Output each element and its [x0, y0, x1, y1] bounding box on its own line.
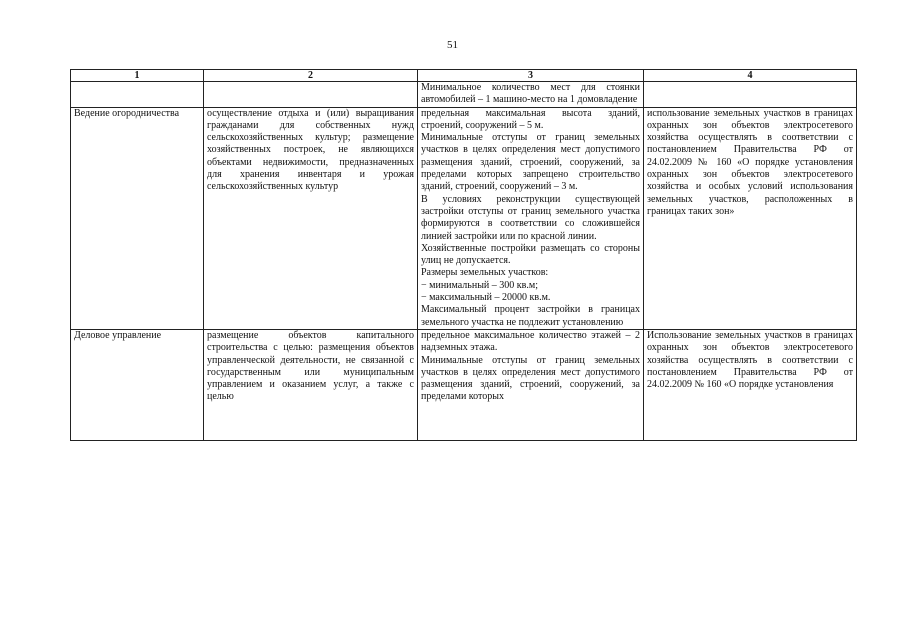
- restrictions-text: Использование земельных участков в границах охранных зон объектов электросетевого хозяйства осуществлять в соответствии с постановлением Правительства РФ от 24.02.2009 № 160 «О порядке установления: [647, 329, 853, 391]
- plot-size-min: − минимальный – 300 кв.м;: [421, 279, 538, 291]
- header-col-4: 4: [644, 70, 857, 82]
- land-use-description-cell: осуществление отдыха и (или) выращивания гражданами для собственных нужд сельскохозяйственных культур; размещение хозяйственных построек, не являющихся объектами недвижимости, предназначенных для хранения инвентаря и урожая сельскохозяйственных культур: [204, 107, 418, 329]
- header-col-3: 3: [418, 70, 644, 82]
- parameters-block: [421, 330, 640, 440]
- cell-empty: [644, 82, 857, 108]
- land-use-type-cell: Ведение огородничества: [71, 107, 204, 329]
- restrictions-cell: использование земельных участков в границах охранных зон объектов электросетевого хозяйства осуществлять в соответствии с постановлением Правительства РФ от 24.02.2009 № 160 «О порядке установления охранных зон объектов электросетевого хозяйства и особых условий использования земельных участков, расположенных в границах таких зон»: [644, 107, 857, 329]
- parking-requirement-cell: Минимальное количество мест для стоянки автомобилей – 1 машино-место на 1 домовладение: [418, 82, 644, 108]
- building-parameters-cell: [418, 329, 644, 440]
- plot-size-max: − максимальный – 20000 кв.м.: [421, 292, 551, 304]
- header-col-2: 2: [204, 70, 418, 82]
- max-height-text: предельная максимальная высота зданий, строений, сооружений – 5 м.: [421, 107, 640, 131]
- land-use-type-cell: Деловое управление: [71, 329, 204, 440]
- reconstruction-text: В условиях реконструкции существующей застройки отступы от границ земельного участка формируются в соответствии со сложившейся линией застройки или по красной линии.: [421, 193, 640, 242]
- max-coverage-text: Максимальный процент застройки в границах земельного участка не подлежит установлению: [421, 304, 640, 328]
- page-number: 51: [447, 39, 458, 51]
- min-setbacks-text: Минимальные отступы от границ земельных участков в целях определения мест допустимого размещения зданий, строений, сооружений, за пределами которых запрещено строительство зданий, строений, сооружений – 3 м.: [421, 132, 640, 193]
- land-use-description-cell: [204, 329, 418, 440]
- description-text: размещение объектов капитального строительства с целью: размещения объектов управленческой деятельности, не связанной с государственным или муниципальным управлением и оказанием услуг, а также с целью: [207, 329, 414, 403]
- building-parameters-cell: [418, 107, 644, 329]
- table-row: [71, 107, 857, 329]
- header-col-1: 1: [71, 70, 204, 82]
- table-header-row: [71, 70, 857, 82]
- table-row: [71, 82, 857, 108]
- table-row: [71, 329, 857, 440]
- cell-empty: [71, 82, 204, 108]
- max-floors-text: предельное максимальное количество этажей – 2 надземных этажа.: [421, 329, 640, 354]
- min-setbacks-text: Минимальные отступы от границ земельных участков в целях определения мест допустимого размещения зданий, строений, сооружений, за пределами которых: [421, 354, 640, 403]
- restrictions-cell: [644, 329, 857, 440]
- zoning-table: [70, 69, 857, 441]
- outbuildings-text: Хозяйственные постройки размещать со стороны улиц не допускается.: [421, 242, 640, 267]
- plot-size-heading: Размеры земельных участков:: [421, 267, 549, 279]
- cell-empty: [204, 82, 418, 108]
